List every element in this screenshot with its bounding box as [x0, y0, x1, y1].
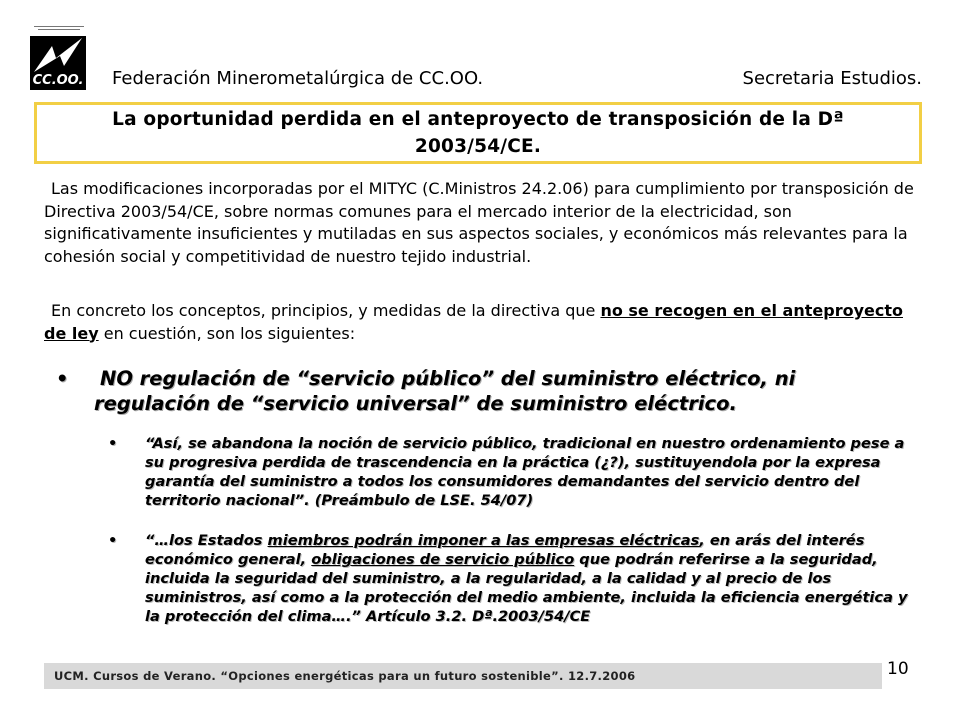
- slide-title: La oportunidad perdida en el anteproyecto de transposición de la Dª 2003/54/CE.: [112, 109, 844, 157]
- main-bullet-text: NO regulación de “servicio público” del suministro eléctrico, ni regulación de “servicio universal” de suministro eléctrico.: [94, 367, 796, 415]
- bullet-icon: •: [108, 532, 118, 549]
- logo-caption-lines: [34, 26, 84, 32]
- bullet-icon: •: [108, 435, 118, 452]
- concepts-text-underlined: no se recogen en el anteproyecto de ley: [44, 301, 903, 343]
- lightning-icon: [30, 36, 86, 76]
- footer-text: UCM. Cursos de Verano. “Opciones energéticas para un futuro sostenible”. 12.7.2006: [54, 669, 636, 683]
- sub-bullet-text: [112, 531, 912, 626]
- main-bullet: [56, 366, 892, 416]
- logo-box: [30, 36, 86, 90]
- sub-bullet-quote-lse: [108, 434, 912, 510]
- bullet-icon: •: [56, 367, 69, 390]
- logo-caption: [34, 26, 84, 33]
- quote-underline-1: miembros podrán imponer a las empresas eléctricas: [267, 532, 700, 549]
- logo-label: CC.OO.: [32, 73, 84, 88]
- header-department: Secretaria Estudios.: [742, 68, 922, 89]
- ccoo-logo: [30, 14, 88, 94]
- quote-part-2: , en arás del interés económico general,: [145, 532, 865, 568]
- footer-bar: [44, 663, 882, 689]
- sub-bullet-quote-directive: [108, 531, 912, 626]
- quote-part-1: “…los Estados: [145, 532, 268, 549]
- intro-paragraph: Las modificaciones incorporadas por el MITYC (C.Ministros 24.2.06) para cumplimiento por transposición de Directiva 2003/54/CE, sobre normas comunes para el mercado interior de la electricidad, son significativamente insuficientes y mutiladas en sus aspectos sociales, y económicos más relevantes para la cohesión social y competitividad de nuestro tejido industrial.: [44, 179, 914, 266]
- concepts-text-before: En concreto los conceptos, principios, y medidas de la directiva que: [51, 301, 601, 320]
- page-number: 10: [887, 659, 909, 679]
- concepts-paragraph: [44, 300, 914, 345]
- quote-part-3: que podrán referirse a la seguridad, incluida la seguridad del suministro, a la regularidad, a la calidad y al precio de los suministros, así como a la protección del medio ambiente, incluida la eficiencia energética y la protección del clima….” Artículo 3.2. Dª.2003/54/CE: [145, 551, 908, 625]
- concepts-text-after: en cuestión, son los siguientes:: [98, 323, 356, 343]
- sub-bullet-text: “Así, se abandona la noción de servicio público, tradicional en nuestro ordenamiento pese a su progresiva perdida de trascendencia en la práctica (¿?), sustituyendola por la expresa garantía del suministro a todos los consumidores demandantes del servicio dentro del territorio nacional”. (Preámbulo de LSE. 54/07): [145, 435, 905, 509]
- header-organization: Federación Minerometalúrgica de CC.OO.: [112, 68, 484, 89]
- title-box: [34, 102, 922, 164]
- quote-underline-2: obligaciones de servicio público: [311, 551, 575, 568]
